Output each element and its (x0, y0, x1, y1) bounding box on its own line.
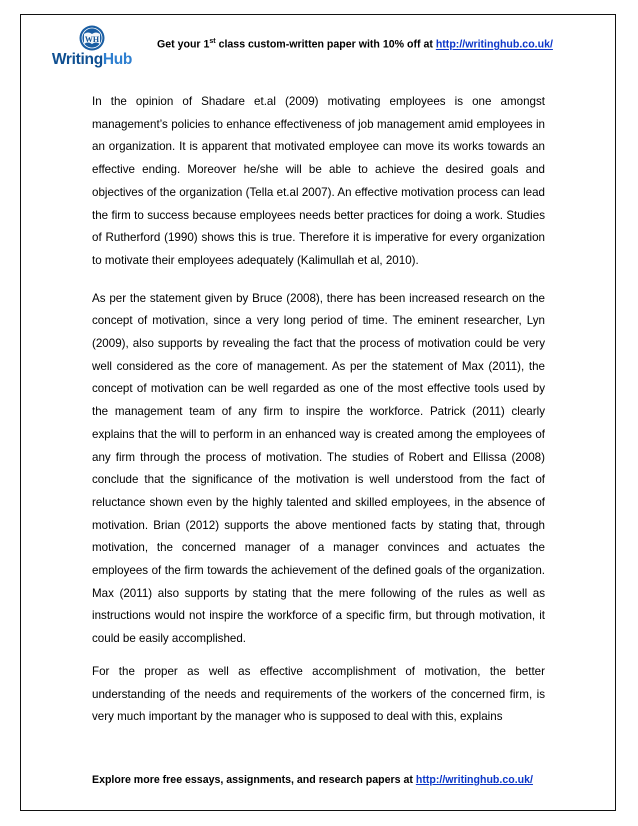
paragraph-1: In the opinion of Shadare et.al (2009) motivating employees is one amongst management’s policies to enhance effectiveness of job management amid employees in an organization. It is apparent that motivated employee can move its works towards an effective ending. Moreover he/she will be able to achieve the desired goals and objectives of the organization (Tella et.al 2007). An effective motivation process can lead the firm to success because employees needs better practices for doing a work. Studies of Rutherford (1990) shows this is true. Therefore it is imperative for every organization to motivate their employees adequately (Kalimullah et al, 2010). (92, 95, 545, 267)
header-prefix: Get your 1 (157, 38, 210, 51)
footer-promo (92, 774, 533, 786)
footer-link[interactable]: http://writinghub.co.uk/ (415, 774, 533, 786)
paragraph-2: As per the statement given by Bruce (2008), there has been increased research on the concept of motivation, since a very long period of time. The eminent researcher, Lyn (2009), also supports by revealing the fact that the process of motivation could be very well considered as the core of management. As per the statement of Max (2011), the concept of motivation can be well regarded as one of the most effective tools used by the management team of any firm to inspire the workforce. Patrick (2011) clearly explains that the will to perform in an enhanced way is created among the employees of any firm through the process of motivation. The studies of Robert and Ellissa (2008) conclude that the significance of the motivation is well understood from the fact of reluctance shown even by the highly talented and skilled employees, in the absence of motivation. Brian (2012) supports the above mentioned facts by stating that, through motivation, the concerned manager of a manager convinces and actuates the employees of the firm towards the achievement of the defined goals of the organization. Max (2011) also supports by stating that the mere following of the rules as well as instructions would not inspire the workforce of a specific firm, but through motivation, it could be easily accomplished. (92, 291, 545, 646)
footer-text: Explore more free essays, assignments, and research papers at (92, 774, 416, 786)
paragraph-3: For the proper as well as effective accomplishment of motivation, the better understanding of the needs and requirements of the workers of the concerned firm, is very much important by the manager who is supposed to deal with this, explains (92, 664, 545, 724)
header-middle: class custom-written paper with 10% off at (215, 38, 436, 51)
document-body (92, 91, 545, 729)
logo-text-writing: Writing (51, 51, 103, 68)
logo-text-hub: Hub (102, 51, 133, 68)
header-link[interactable]: http://writinghub.co.uk/ (435, 38, 553, 51)
logo-monogram: WH (84, 35, 100, 44)
logo-wordmark (47, 51, 137, 69)
writinghub-logo[interactable] (47, 25, 137, 73)
header-promo (157, 38, 553, 51)
header-ordinal: st (209, 38, 216, 45)
